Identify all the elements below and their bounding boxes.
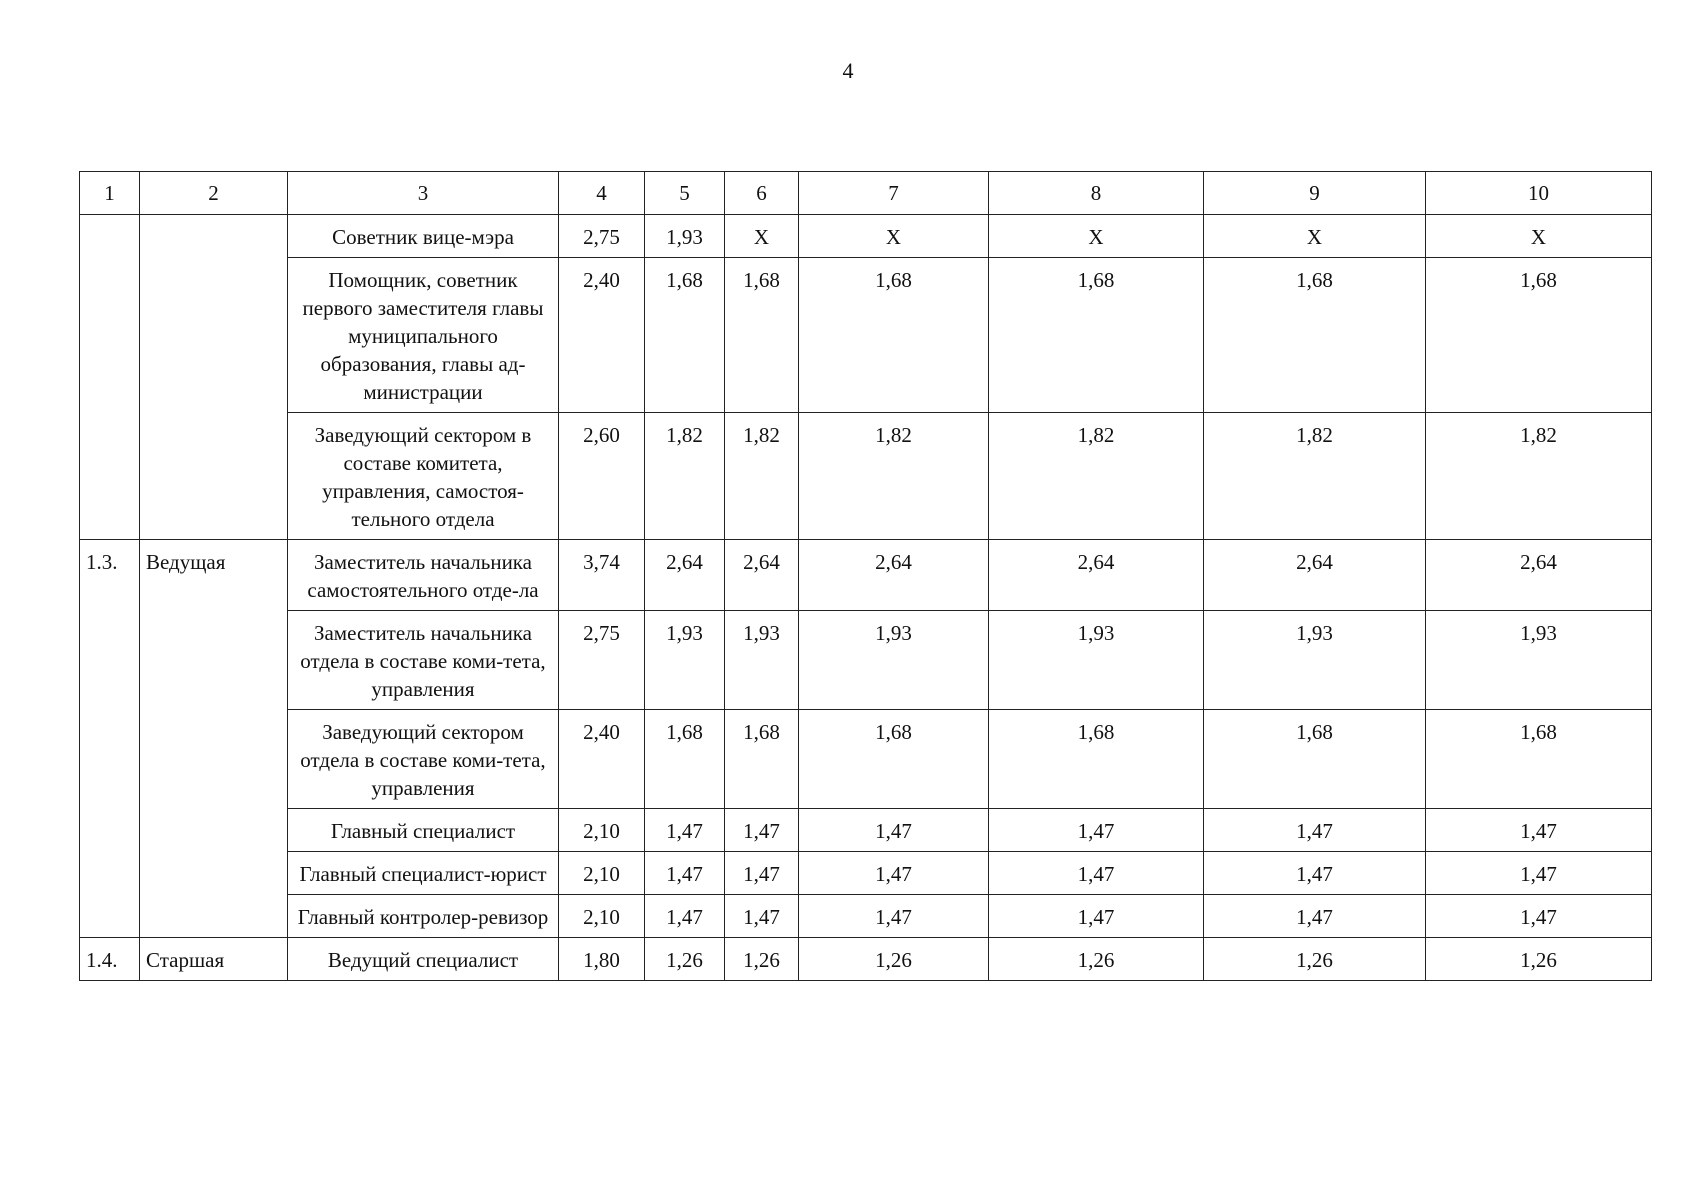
coefficient-cell: 1,47	[799, 852, 989, 895]
coefficient-cell: 1,82	[799, 413, 989, 540]
coefficient-cell: 1,26	[1204, 938, 1426, 981]
coefficient-cell: 1,47	[799, 895, 989, 938]
coefficient-cell: 1,47	[799, 809, 989, 852]
coefficient-cell: 1,82	[1204, 413, 1426, 540]
table-row	[80, 215, 1652, 258]
coefficient-cell: 1,68	[725, 710, 799, 809]
coefficient-cell: 2,64	[1426, 540, 1652, 611]
table-row	[80, 540, 1652, 611]
column-number-cell: 5	[645, 172, 725, 215]
coefficient-cell: 1,26	[725, 938, 799, 981]
coefficient-cell: 1,26	[799, 938, 989, 981]
position-cell: Главный контролер-ревизор	[288, 895, 559, 938]
position-cell: Заместитель начальника самостоятельного отде-ла	[288, 540, 559, 611]
group-number-cell	[80, 215, 140, 540]
table-row	[80, 413, 1652, 540]
position-cell: Ведущий специалист	[288, 938, 559, 981]
column-number-cell: 7	[799, 172, 989, 215]
position-cell: Заместитель начальника отдела в составе коми-тета, управления	[288, 611, 559, 710]
coefficient-cell: 1,82	[645, 413, 725, 540]
table-row	[80, 809, 1652, 852]
coefficient-cell: 1,47	[1204, 895, 1426, 938]
coefficient-cell: 2,64	[799, 540, 989, 611]
coefficient-cell: 1,80	[559, 938, 645, 981]
coefficient-cell: 1,82	[1426, 413, 1652, 540]
coefficient-cell: 1,68	[799, 710, 989, 809]
coefficient-cell: 1,68	[645, 258, 725, 413]
table-row	[80, 852, 1652, 895]
coefficient-cell: 2,64	[725, 540, 799, 611]
position-cell: Советник вице-мэра	[288, 215, 559, 258]
coefficient-cell: 1,93	[1426, 611, 1652, 710]
coefficient-cell: 1,47	[989, 852, 1204, 895]
table-body	[80, 172, 1652, 981]
coefficient-cell: 2,10	[559, 809, 645, 852]
column-number-cell: 6	[725, 172, 799, 215]
coefficient-cell: 1,68	[1204, 710, 1426, 809]
table-row	[80, 895, 1652, 938]
table-row	[80, 938, 1652, 981]
coefficient-cell: 1,47	[725, 852, 799, 895]
coefficient-cell: 1,47	[645, 809, 725, 852]
coefficient-cell: 2,10	[559, 895, 645, 938]
coefficient-cell: 2,75	[559, 611, 645, 710]
coefficient-cell: 1,68	[799, 258, 989, 413]
coefficient-cell: Х	[1426, 215, 1652, 258]
coefficient-cell: 1,26	[989, 938, 1204, 981]
coefficient-cell: 1,47	[725, 895, 799, 938]
coefficient-cell: 1,93	[1204, 611, 1426, 710]
table-row	[80, 710, 1652, 809]
coefficient-cell: 1,68	[1204, 258, 1426, 413]
coefficient-cell: Х	[989, 215, 1204, 258]
position-cell: Главный специалист-юрист	[288, 852, 559, 895]
coefficient-cell: 1,68	[725, 258, 799, 413]
coefficient-cell: 2,40	[559, 710, 645, 809]
coefficient-cell: 1,47	[989, 895, 1204, 938]
table-row	[80, 258, 1652, 413]
coefficient-cell: 2,10	[559, 852, 645, 895]
coefficient-cell: 1,47	[1426, 809, 1652, 852]
coefficient-cell: 1,47	[989, 809, 1204, 852]
column-number-cell: 4	[559, 172, 645, 215]
salary-coefficient-table	[79, 171, 1652, 981]
coefficient-cell: 2,75	[559, 215, 645, 258]
coefficient-cell: 1,82	[989, 413, 1204, 540]
coefficient-cell: 1,26	[645, 938, 725, 981]
coefficient-cell: 1,26	[1426, 938, 1652, 981]
column-number-cell: 8	[989, 172, 1204, 215]
column-number-row	[80, 172, 1652, 215]
coefficient-cell: 1,68	[1426, 710, 1652, 809]
group-category-cell: Старшая	[140, 938, 288, 981]
position-cell: Главный специалист	[288, 809, 559, 852]
coefficient-cell: 1,68	[1426, 258, 1652, 413]
column-number-cell: 2	[140, 172, 288, 215]
column-number-cell: 10	[1426, 172, 1652, 215]
coefficient-cell: 1,93	[645, 215, 725, 258]
coefficient-cell: 2,64	[989, 540, 1204, 611]
coefficient-cell: 1,47	[1426, 895, 1652, 938]
coefficient-cell: 1,47	[645, 895, 725, 938]
coefficient-cell: Х	[1204, 215, 1426, 258]
coefficient-cell: Х	[799, 215, 989, 258]
position-cell: Заведующий сектором в составе комитета, управления, самостоя-тельного отдела	[288, 413, 559, 540]
page-number: 4	[842, 58, 854, 83]
coefficient-cell: 1,47	[1204, 809, 1426, 852]
coefficient-cell: 1,93	[645, 611, 725, 710]
column-number-cell: 9	[1204, 172, 1426, 215]
coefficient-cell: 1,93	[989, 611, 1204, 710]
coefficient-cell: 3,74	[559, 540, 645, 611]
table-row	[80, 611, 1652, 710]
coefficient-cell: 1,93	[799, 611, 989, 710]
coefficient-cell: 1,47	[645, 852, 725, 895]
position-cell: Помощник, советник первого заместителя главы муниципального образования, главы ад-министрации	[288, 258, 559, 413]
coefficient-cell: 2,64	[645, 540, 725, 611]
coefficient-cell: 1,93	[725, 611, 799, 710]
coefficient-cell: 1,47	[1204, 852, 1426, 895]
group-category-cell	[140, 215, 288, 540]
coefficient-cell: 1,82	[725, 413, 799, 540]
position-cell: Заведующий сектором отдела в составе коми-тета, управления	[288, 710, 559, 809]
coefficient-cell: 2,64	[1204, 540, 1426, 611]
group-number-cell: 1.4.	[80, 938, 140, 981]
coefficient-cell: 2,40	[559, 258, 645, 413]
column-number-cell: 3	[288, 172, 559, 215]
group-category-cell: Ведущая	[140, 540, 288, 938]
coefficient-cell: 1,47	[725, 809, 799, 852]
coefficient-cell: 1,47	[1426, 852, 1652, 895]
coefficient-cell: 1,68	[645, 710, 725, 809]
column-number-cell: 1	[80, 172, 140, 215]
group-number-cell: 1.3.	[80, 540, 140, 938]
coefficient-cell: 1,68	[989, 258, 1204, 413]
coefficient-cell: 2,60	[559, 413, 645, 540]
coefficient-cell: 1,68	[989, 710, 1204, 809]
coefficient-cell: Х	[725, 215, 799, 258]
